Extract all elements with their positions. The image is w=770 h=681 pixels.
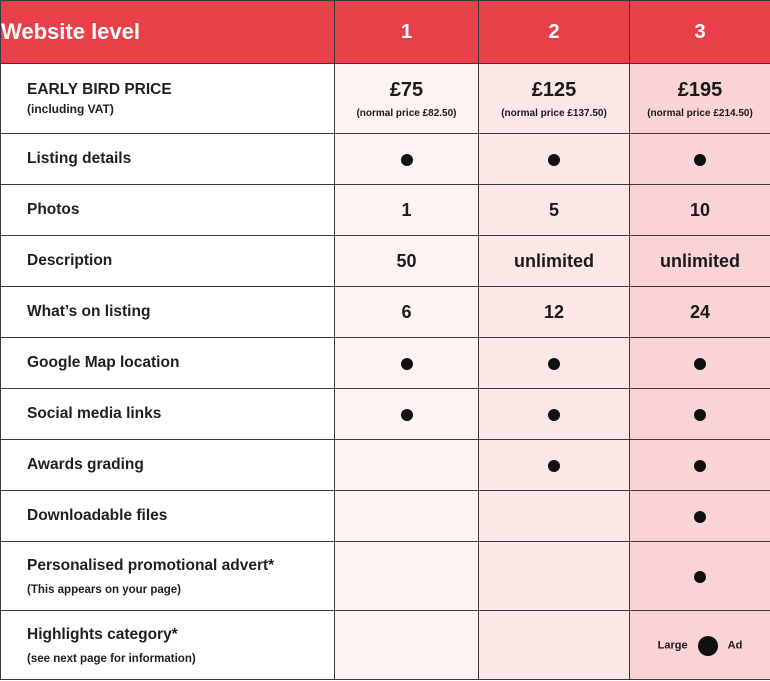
row-label: Downloadable files [1,491,335,542]
cell-level-2: 12 [479,287,630,338]
row-label: Google Map location [1,338,335,389]
cell-level-2: 5 [479,185,630,236]
included-dot [401,409,413,421]
included-dot [548,460,560,472]
cell-level-3: 24 [630,287,770,338]
cell-level-3 [630,491,770,542]
cell-level-1 [335,491,479,542]
row-description [1,236,770,287]
cell-level-1 [335,389,479,440]
row-label: Photos [1,185,335,236]
row-sublabel: (see next page for information) [27,652,196,665]
price-label-cell [1,64,335,134]
row-social-media-links [1,389,770,440]
cell-level-1: 50 [335,236,479,287]
included-dot [698,636,718,656]
price-level-2 [479,64,630,134]
included-dot [694,154,706,166]
cell-level-3 [630,542,770,611]
highlights-ad-label: Ad [727,639,743,652]
highlights-large-label: Large [657,639,688,652]
row-label: Social media links [1,389,335,440]
row-google-map-location [1,338,770,389]
cell-level-3 [630,338,770,389]
price-level-1-note: (normal price £82.50) [356,107,457,119]
header-level-2: 2 [479,1,630,64]
cell-level-3 [630,389,770,440]
included-dot [694,511,706,523]
header-level-3: 3 [630,1,770,64]
cell-level-1 [335,338,479,389]
included-dot [694,460,706,472]
cell-level-1 [335,542,479,611]
cell-level-1 [335,440,479,491]
included-dot [548,409,560,421]
row-label: Description [1,236,335,287]
price-level-3-amount: £195 [677,78,723,101]
price-level-2-amount: £125 [531,78,577,101]
row-label: Listing details [1,134,335,185]
cell-level-2: unlimited [479,236,630,287]
row-label: Highlights category* [27,625,178,643]
promo-label-cell [1,542,335,611]
included-dot [694,409,706,421]
cell-level-1 [335,134,479,185]
price-label: EARLY BIRD PRICE [27,81,172,98]
price-level-3-note: (normal price £214.50) [647,107,753,119]
included-dot [694,358,706,370]
cell-level-3 [630,611,770,680]
price-level-3 [630,64,770,134]
cell-level-1: 6 [335,287,479,338]
row-early-bird-price [1,64,770,134]
row-label: Awards grading [1,440,335,491]
row-whats-on-listing [1,287,770,338]
cell-level-3: 10 [630,185,770,236]
price-level-2-note: (normal price £137.50) [501,107,607,119]
row-label: What’s on listing [1,287,335,338]
header-title: Website level [1,1,335,64]
included-dot [694,571,706,583]
cell-level-2 [479,542,630,611]
row-label: Personalised promotional advert* [27,556,275,574]
header-level-1: 1 [335,1,479,64]
included-dot [548,358,560,370]
price-sublabel: (including VAT) [27,102,114,116]
row-highlights-category [1,611,770,680]
included-dot [401,154,413,166]
price-level-1-amount: £75 [389,78,424,101]
included-dot [401,358,413,370]
row-listing-details [1,134,770,185]
cell-level-2 [479,338,630,389]
cell-level-1 [335,611,479,680]
row-personalised-promotional-advert [1,542,770,611]
cell-level-2 [479,611,630,680]
cell-level-2 [479,440,630,491]
row-downloadable-files [1,491,770,542]
cell-level-2 [479,491,630,542]
cell-level-1: 1 [335,185,479,236]
cell-level-2 [479,134,630,185]
header-row [1,1,770,64]
row-awards-grading [1,440,770,491]
price-level-1 [335,64,479,134]
highlights-label-cell [1,611,335,680]
cell-level-3 [630,134,770,185]
cell-level-3: unlimited [630,236,770,287]
included-dot [548,154,560,166]
cell-level-3 [630,440,770,491]
row-photos [1,185,770,236]
row-sublabel: (This appears on your page) [27,583,181,596]
cell-level-2 [479,389,630,440]
